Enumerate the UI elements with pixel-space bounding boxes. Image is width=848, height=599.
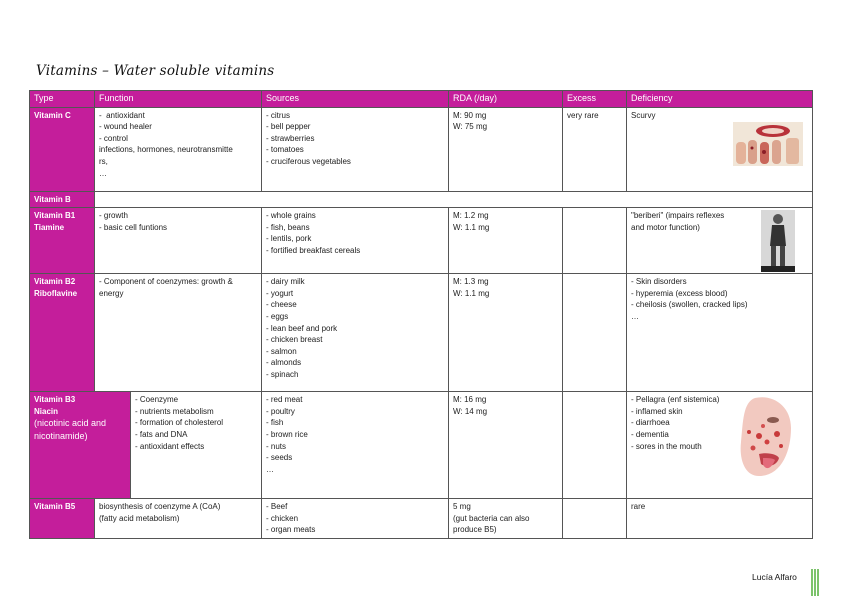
cell-type: Vitamin C: [30, 107, 95, 191]
cell-function: - antioxidant - wound healer - control infections, hormones, neurotransmitte rs, …: [95, 107, 262, 191]
table-row: [30, 392, 813, 499]
cell-sources: - dairy milk - yogurt - cheese - eggs - lean beef and pork - chicken breast - salmon - almonds - spinach: [262, 274, 449, 392]
cell-type: Vitamin B2 Riboflavine: [30, 274, 95, 392]
cell-type: Vitamin B: [30, 191, 95, 208]
table-row: [30, 274, 813, 392]
col-excess: Excess: [563, 91, 627, 108]
cell-deficiency: "beriberi" (impairs reflexes and motor function): [627, 208, 813, 274]
cell-deficiency: Scurvy: [627, 107, 813, 191]
cell-sources: - red meat - poultry - fish - brown rice - nuts - seeds …: [262, 392, 449, 499]
table-row: [30, 191, 813, 208]
page-title: Vitamins – Water soluble vitamins: [36, 63, 275, 79]
scurvy-illustration-icon: [733, 122, 803, 166]
table-row: [30, 107, 813, 191]
col-rda: RDA (/day): [449, 91, 563, 108]
col-type: Type: [30, 91, 95, 108]
cell-function: - Coenzyme - nutrients metabolism - formation of cholesterol - fats and DNA - antioxidant effects: [131, 392, 262, 499]
vitamins-table: [29, 90, 813, 539]
col-function: Function: [95, 91, 262, 108]
cell-excess: very rare: [563, 107, 627, 191]
cell-sources: - citrus - bell pepper - strawberries - tomatoes - cruciferous vegetables: [262, 107, 449, 191]
table-row: [30, 499, 813, 539]
cell-deficiency: rare: [627, 499, 813, 539]
cell-excess: [563, 208, 627, 274]
cell-excess: [563, 392, 627, 499]
col-sources: Sources: [262, 91, 449, 108]
table-row: [30, 208, 813, 274]
pellagra-face-photo-icon: [737, 396, 793, 478]
cell-sources: - Beef - chicken - organ meats: [262, 499, 449, 539]
cell-excess: [563, 274, 627, 392]
author-name: Lucía Alfaro: [752, 572, 797, 582]
cell-type: Vitamin B3 Niacin (nicotinic acid and nicotinamide): [30, 392, 131, 499]
cell-rda: M: 90 mg W: 75 mg: [449, 107, 563, 191]
header-row: [30, 91, 813, 108]
cell-rda: 5 mg (gut bacteria can also produce B5): [449, 499, 563, 539]
cell-sources: - whole grains - fish, beans - lentils, pork - fortified breakfast cereals: [262, 208, 449, 274]
accent-bars-icon: [811, 569, 819, 596]
cell-deficiency: - Pellagra (enf sistemica) - inflamed skin - diarrhoea - dementia - sores in the mouth: [627, 392, 813, 499]
cell-rda: M: 16 mg W: 14 mg: [449, 392, 563, 499]
cell-rda: M: 1.2 mg W: 1.1 mg: [449, 208, 563, 274]
cell-excess: [563, 499, 627, 539]
cell-empty: [95, 191, 813, 208]
cell-rda: M: 1.3 mg W: 1.1 mg: [449, 274, 563, 392]
cell-function: - growth - basic cell funtions: [95, 208, 262, 274]
cell-deficiency: - Skin disorders - hyperemia (excess blood) - cheilosis (swollen, cracked lips) …: [627, 274, 813, 392]
cell-function: biosynthesis of coenzyme A (CoA) (fatty acid metabolism): [95, 499, 262, 539]
cell-type: Vitamin B1 Tiamine: [30, 208, 95, 274]
col-deficiency: Deficiency: [627, 91, 813, 108]
beriberi-photo-icon: [761, 210, 795, 272]
cell-function: - Component of coenzymes: growth & energy: [95, 274, 262, 392]
cell-type: Vitamin B5: [30, 499, 95, 539]
